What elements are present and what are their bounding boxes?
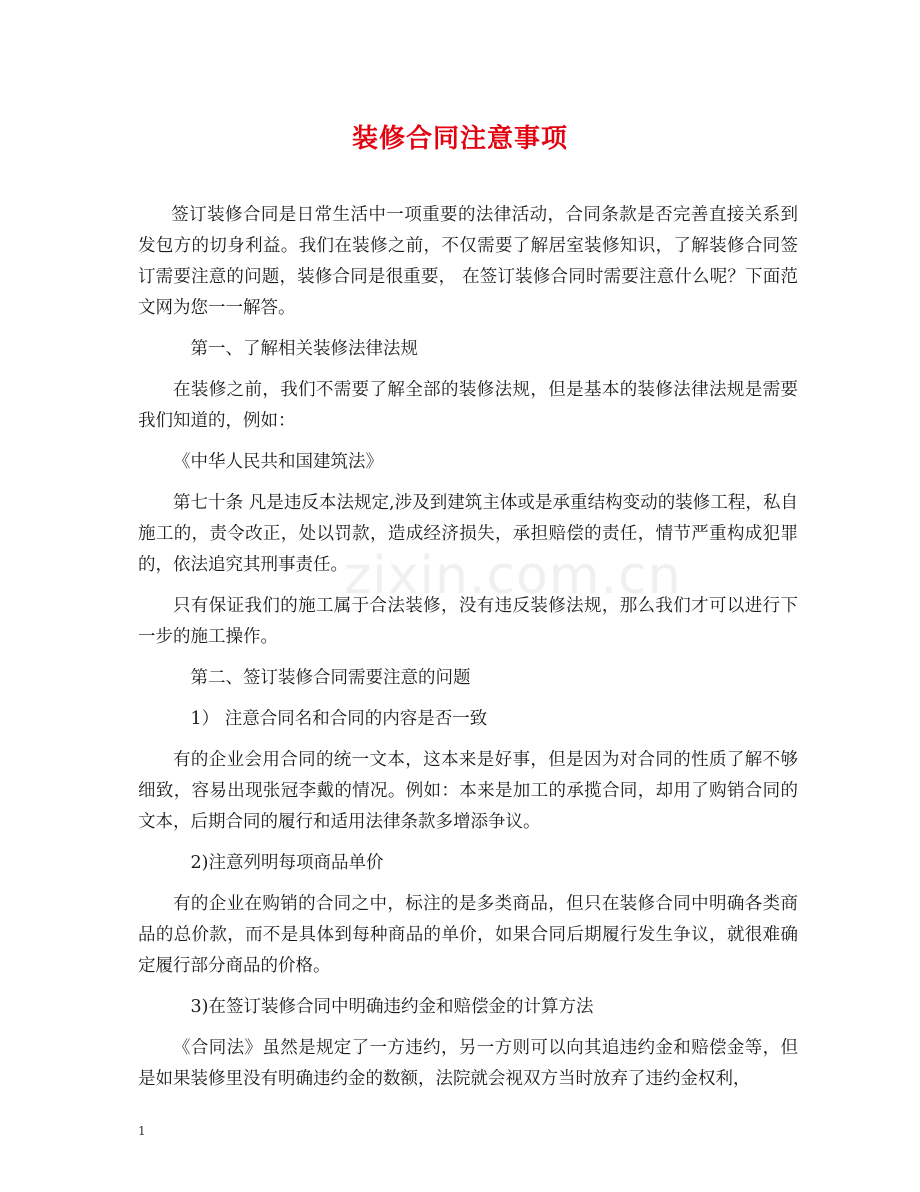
subheading-2: 2)注意列明每项商品单价 xyxy=(190,853,384,873)
subheading-3: 3)在签订装修合同中明确违约金和赔偿金的计算方法 xyxy=(190,997,594,1017)
section-heading-2: 第二、签订装修合同需要注意的问题 xyxy=(190,668,471,688)
document-title: 装修合同注意事项 xyxy=(351,124,568,154)
paragraph: 有的企业在购销的合同之中，标注的是多类商品，但只在装修合同中明确各类商品的总价款，而不是具体到每种商品的单价，如果合同后期履行发生争议，就很难确定履行部分商品的价格。 xyxy=(138,894,798,976)
paragraph: 有的企业会用合同的统一文本，这本来是好事，但是因为对合同的性质了解不够细致，容易出现张冠李戴的情况。例如：本来是加工的承揽合同，却用了购销合同的文本，后期合同的履行和适用法律条款多增添争议。 xyxy=(138,750,798,832)
paragraph: 第七十条 凡是违反本法规定,涉及到建筑主体或是承重结构变动的装修工程，私自施工的，责令改正，处以罚款，造成经济损失，承担赔偿的责任，情节严重构成犯罪的，依法追究其刑事责任。 xyxy=(138,493,798,575)
paragraph: 只有保证我们的施工属于合法装修，没有违反装修法规，那么我们才可以进行下一步的施工操作。 xyxy=(138,596,798,647)
page-number: 1 xyxy=(138,1124,146,1138)
paragraph-intro: 签订装修合同是日常生活中一项重要的法律活动，合同条款是否完善直接关系到发包方的切身利益。我们在装修之前，不仅需要了解居室装修知识，了解装修合同签订需要注意的问题，装修合同是很重要， 在签订装修合同时需要注意什么呢？下面范文网为您一一解答。 xyxy=(138,205,798,318)
watermark: zixin.com.cn xyxy=(344,546,682,606)
document-body xyxy=(138,200,798,1095)
subheading-1: 1） 注意合同名和合同的内容是否一致 xyxy=(190,709,488,729)
law-title: 《中华人民共和国建筑法》 xyxy=(173,452,383,472)
paragraph: 在装修之前，我们不需要了解全部的装修法规，但是基本的装修法律法规是需要我们知道的，例如： xyxy=(138,380,798,431)
paragraph: 《合同法》虽然是规定了一方违约，另一方则可以向其追违约金和赔偿金等，但是如果装修里没有明确违约金的数额，法院就会视双方当时放弃了违约金权利， xyxy=(138,1038,798,1089)
section-heading-1: 第一、了解相关装修法律法规 xyxy=(190,339,418,359)
